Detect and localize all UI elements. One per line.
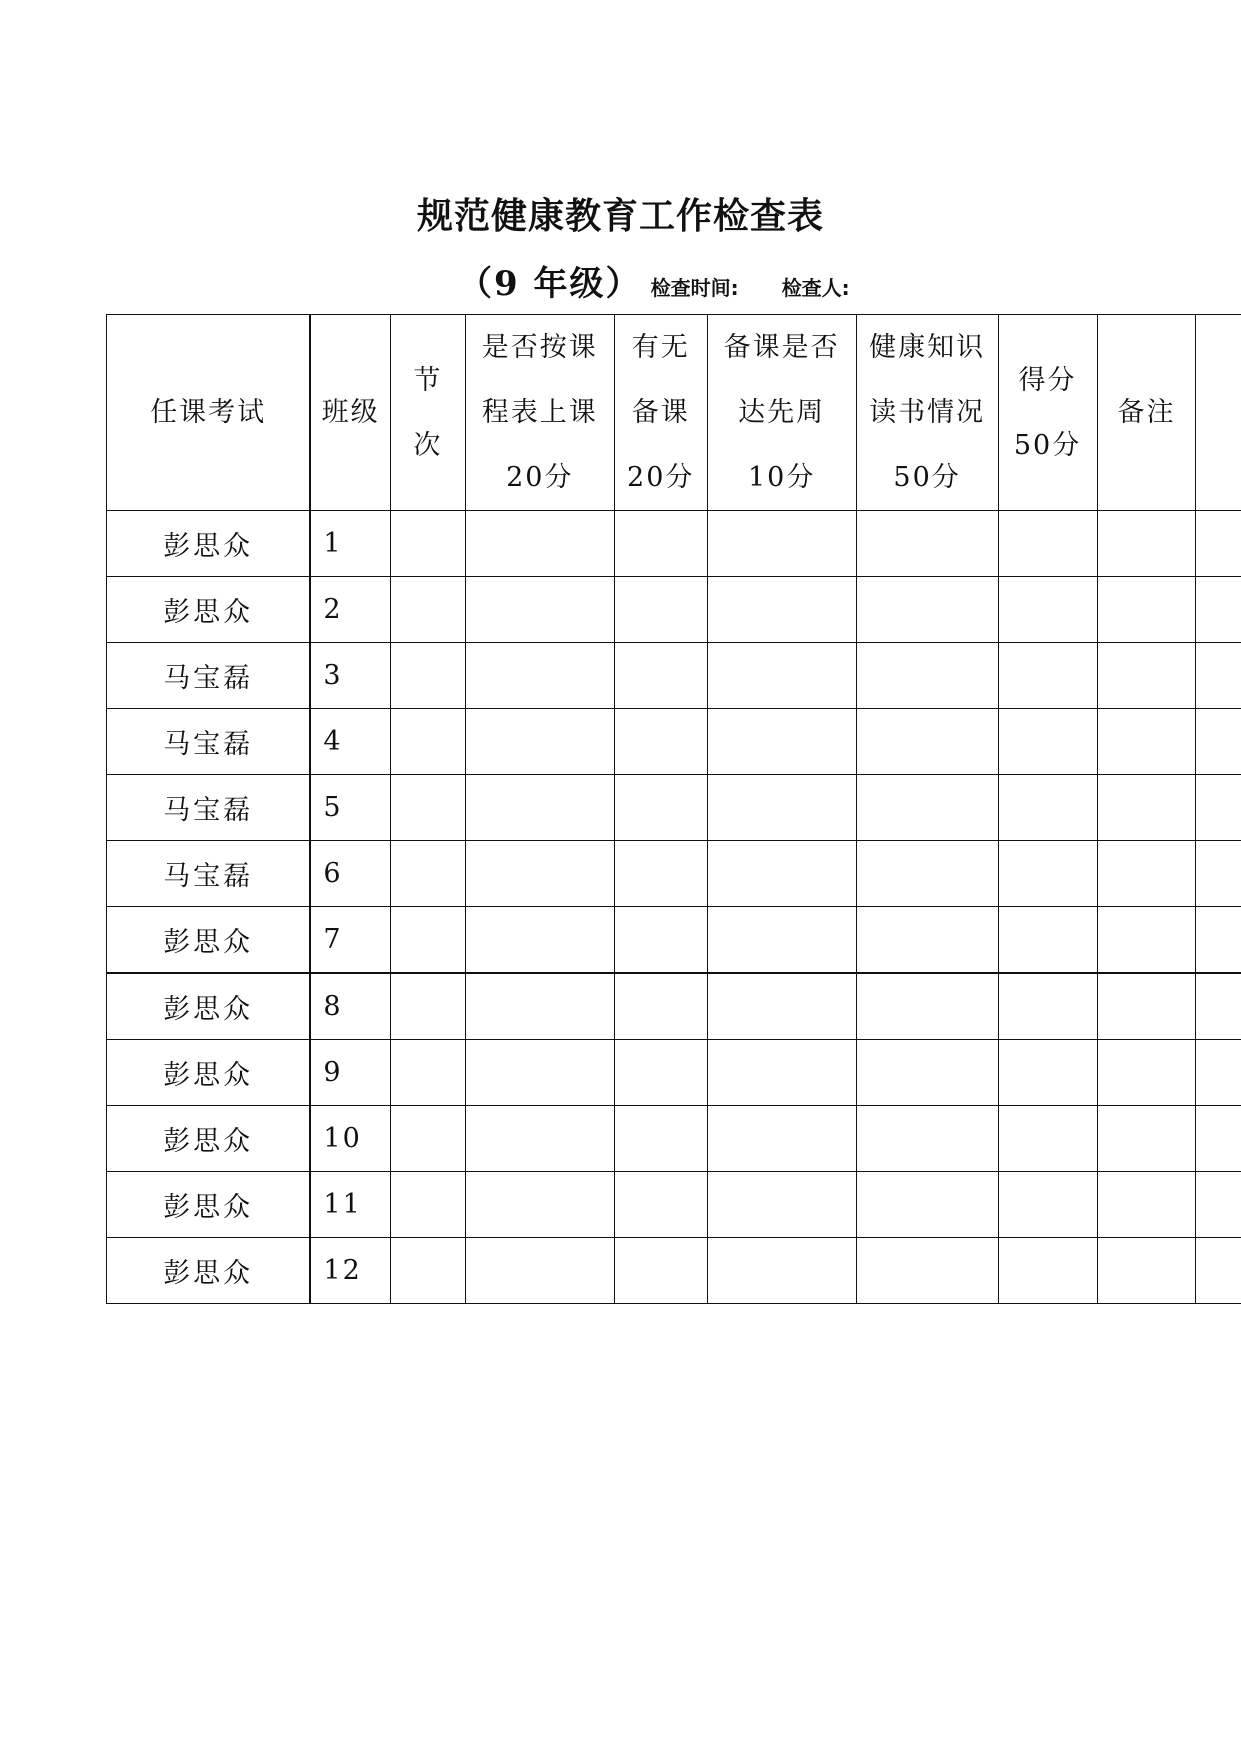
- score-cell[interactable]: [998, 1172, 1097, 1238]
- header-score-line-1: 得分: [1018, 364, 1077, 396]
- header-prep-ahead-line-3: 10分: [747, 462, 816, 493]
- teacher-cell: 彭思众: [107, 1040, 311, 1106]
- teacher-cell: 彭思众: [107, 511, 311, 577]
- teacher-cell: 彭思众: [107, 1106, 311, 1172]
- header-prepared: [614, 315, 707, 511]
- header-prepared-line-1: 有无: [631, 332, 690, 363]
- remarks-cell[interactable]: [1097, 709, 1196, 775]
- score-cell[interactable]: [998, 643, 1097, 709]
- extra-cell[interactable]: [1196, 709, 1241, 775]
- header-period-line-1: 节: [413, 364, 443, 396]
- remarks-cell[interactable]: [1097, 775, 1196, 841]
- extra-cell[interactable]: [1196, 841, 1241, 907]
- header-reading-line-2: 读书情况: [869, 397, 986, 428]
- reading-cell[interactable]: [856, 1238, 998, 1304]
- reading-cell[interactable]: [856, 511, 998, 577]
- prep-ahead-cell[interactable]: [707, 907, 856, 974]
- remarks-cell[interactable]: [1097, 643, 1196, 709]
- remarks-cell[interactable]: [1097, 841, 1196, 907]
- header-reading-line-1: 健康知识: [869, 332, 986, 363]
- teacher-cell: 马宝磊: [107, 775, 311, 841]
- prep-ahead-cell[interactable]: [707, 1106, 856, 1172]
- header-teacher: 任课考试: [107, 315, 311, 511]
- remarks-cell[interactable]: [1097, 1106, 1196, 1172]
- prepared-cell[interactable]: [614, 511, 707, 577]
- header-on-schedule: [465, 315, 614, 511]
- prep-ahead-cell[interactable]: [707, 775, 856, 841]
- table-row: [107, 709, 1241, 775]
- score-cell[interactable]: [998, 775, 1097, 841]
- header-score-line-2: 50分: [1013, 429, 1082, 461]
- remarks-cell[interactable]: [1097, 1172, 1196, 1238]
- period-cell[interactable]: [390, 577, 465, 643]
- score-cell[interactable]: [998, 973, 1097, 1040]
- prepared-cell[interactable]: [614, 643, 707, 709]
- class-cell: 4: [310, 709, 390, 775]
- class-cell: 11: [310, 1172, 390, 1238]
- prep-ahead-cell[interactable]: [707, 1040, 856, 1106]
- table-row: [107, 1040, 1241, 1106]
- header-on-schedule-line-3: 20分: [506, 462, 574, 493]
- header-on-schedule-line-2: 程表上课: [481, 397, 598, 428]
- header-prep-ahead: [707, 315, 856, 511]
- period-cell[interactable]: [390, 643, 465, 709]
- header-class: 班级: [310, 315, 390, 511]
- extra-cell[interactable]: [1196, 511, 1241, 577]
- on-schedule-cell[interactable]: [465, 643, 614, 709]
- class-cell: 12: [310, 1238, 390, 1304]
- inspection-table: [106, 314, 1241, 1304]
- reading-cell[interactable]: [856, 841, 998, 907]
- header-period-line-2: 次: [413, 429, 443, 461]
- extra-cell[interactable]: [1196, 973, 1241, 1040]
- reading-cell[interactable]: [856, 907, 998, 974]
- on-schedule-cell[interactable]: [465, 1172, 614, 1238]
- header-row: [107, 315, 1241, 511]
- prep-ahead-cell[interactable]: [707, 643, 856, 709]
- inspector-label: 检查人:: [781, 276, 850, 300]
- extra-cell[interactable]: [1196, 1106, 1241, 1172]
- teacher-cell: 彭思众: [107, 1172, 311, 1238]
- header-prepared-line-3: 20分: [627, 462, 695, 493]
- on-schedule-cell[interactable]: [465, 973, 614, 1040]
- header-extra-column: [1196, 315, 1241, 511]
- extra-cell[interactable]: [1196, 643, 1241, 709]
- prep-ahead-cell[interactable]: [707, 511, 856, 577]
- header-remarks: 备注: [1097, 315, 1196, 511]
- prepared-cell[interactable]: [614, 973, 707, 1040]
- prep-ahead-cell[interactable]: [707, 973, 856, 1040]
- prepared-cell[interactable]: [614, 1238, 707, 1304]
- score-cell[interactable]: [998, 907, 1097, 974]
- reading-cell[interactable]: [856, 709, 998, 775]
- period-cell[interactable]: [390, 1040, 465, 1106]
- score-cell[interactable]: [998, 577, 1097, 643]
- subtitle: [458, 256, 850, 305]
- extra-cell[interactable]: [1196, 1238, 1241, 1304]
- header-prepared-line-2: 备课: [631, 397, 690, 428]
- extra-cell[interactable]: [1196, 577, 1241, 643]
- class-cell: 9: [310, 1040, 390, 1106]
- prepared-cell[interactable]: [614, 907, 707, 974]
- reading-cell[interactable]: [856, 1106, 998, 1172]
- score-cell[interactable]: [998, 709, 1097, 775]
- extra-cell[interactable]: [1196, 1040, 1241, 1106]
- on-schedule-cell[interactable]: [465, 709, 614, 775]
- on-schedule-cell[interactable]: [465, 1040, 614, 1106]
- page-title: 规范健康教育工作检查表: [416, 195, 824, 237]
- class-cell: 3: [310, 643, 390, 709]
- teacher-cell: 彭思众: [107, 973, 311, 1040]
- remarks-cell[interactable]: [1097, 577, 1196, 643]
- remarks-cell[interactable]: [1097, 973, 1196, 1040]
- on-schedule-cell[interactable]: [465, 1238, 614, 1304]
- table-row: [107, 907, 1241, 974]
- table-row: [107, 973, 1241, 1040]
- period-cell[interactable]: [390, 709, 465, 775]
- extra-cell[interactable]: [1196, 907, 1241, 974]
- on-schedule-cell[interactable]: [465, 577, 614, 643]
- on-schedule-cell[interactable]: [465, 841, 614, 907]
- prepared-cell[interactable]: [614, 1040, 707, 1106]
- on-schedule-cell[interactable]: [465, 907, 614, 974]
- period-cell[interactable]: [390, 511, 465, 577]
- grade-label: （9 年级）: [458, 264, 642, 304]
- inspection-time-label: 检查时间:: [650, 276, 739, 300]
- table-row: [107, 1172, 1241, 1238]
- score-cell[interactable]: [998, 1238, 1097, 1304]
- reading-cell[interactable]: [856, 973, 998, 1040]
- teacher-cell: 彭思众: [107, 1238, 311, 1304]
- table-body: [107, 511, 1241, 1304]
- remarks-cell[interactable]: [1097, 907, 1196, 974]
- prep-ahead-cell[interactable]: [707, 709, 856, 775]
- header-reading: [856, 315, 998, 511]
- table-row: [107, 511, 1241, 577]
- header-reading-line-3: 50分: [893, 462, 961, 493]
- table-row: [107, 1238, 1241, 1304]
- class-cell: 6: [310, 841, 390, 907]
- remarks-cell[interactable]: [1097, 511, 1196, 577]
- on-schedule-cell[interactable]: [465, 775, 614, 841]
- score-cell[interactable]: [998, 1106, 1097, 1172]
- reading-cell[interactable]: [856, 1040, 998, 1106]
- score-cell[interactable]: [998, 511, 1097, 577]
- period-cell[interactable]: [390, 973, 465, 1040]
- table-row: [107, 643, 1241, 709]
- period-cell[interactable]: [390, 775, 465, 841]
- class-cell: 1: [310, 511, 390, 577]
- reading-cell[interactable]: [856, 643, 998, 709]
- period-cell[interactable]: [390, 1106, 465, 1172]
- prepared-cell[interactable]: [614, 775, 707, 841]
- period-cell[interactable]: [390, 1238, 465, 1304]
- prepared-cell[interactable]: [614, 1106, 707, 1172]
- header-prep-ahead-line-1: 备课是否: [723, 332, 840, 363]
- remarks-cell[interactable]: [1097, 1040, 1196, 1106]
- prep-ahead-cell[interactable]: [707, 1172, 856, 1238]
- header-score: [998, 315, 1097, 511]
- on-schedule-cell[interactable]: [465, 511, 614, 577]
- class-cell: 10: [310, 1106, 390, 1172]
- period-cell[interactable]: [390, 1172, 465, 1238]
- class-cell: 7: [310, 907, 390, 974]
- extra-cell[interactable]: [1196, 1172, 1241, 1238]
- extra-cell[interactable]: [1196, 775, 1241, 841]
- remarks-cell[interactable]: [1097, 1238, 1196, 1304]
- teacher-cell: 马宝磊: [107, 709, 311, 775]
- table-row: [107, 775, 1241, 841]
- header-prep-ahead-line-2: 达先周: [738, 397, 826, 428]
- teacher-cell: 彭思众: [107, 577, 311, 643]
- prepared-cell[interactable]: [614, 841, 707, 907]
- teacher-cell: 马宝磊: [107, 841, 311, 907]
- prepared-cell[interactable]: [614, 577, 707, 643]
- prep-ahead-cell[interactable]: [707, 1238, 856, 1304]
- prepared-cell[interactable]: [614, 709, 707, 775]
- teacher-cell: 彭思众: [107, 907, 311, 974]
- table-row: [107, 1106, 1241, 1172]
- reading-cell[interactable]: [856, 775, 998, 841]
- table-row: [107, 841, 1241, 907]
- class-cell: 2: [310, 577, 390, 643]
- class-cell: 8: [310, 973, 390, 1040]
- reading-cell[interactable]: [856, 1172, 998, 1238]
- prep-ahead-cell[interactable]: [707, 841, 856, 907]
- score-cell[interactable]: [998, 841, 1097, 907]
- header-period: [390, 315, 465, 511]
- teacher-cell: 马宝磊: [107, 643, 311, 709]
- class-cell: 5: [310, 775, 390, 841]
- table-row: [107, 577, 1241, 643]
- on-schedule-cell[interactable]: [465, 1106, 614, 1172]
- reading-cell[interactable]: [856, 577, 998, 643]
- period-cell[interactable]: [390, 907, 465, 974]
- period-cell[interactable]: [390, 841, 465, 907]
- prep-ahead-cell[interactable]: [707, 577, 856, 643]
- score-cell[interactable]: [998, 1040, 1097, 1106]
- prepared-cell[interactable]: [614, 1172, 707, 1238]
- header-on-schedule-line-1: 是否按课: [481, 332, 598, 363]
